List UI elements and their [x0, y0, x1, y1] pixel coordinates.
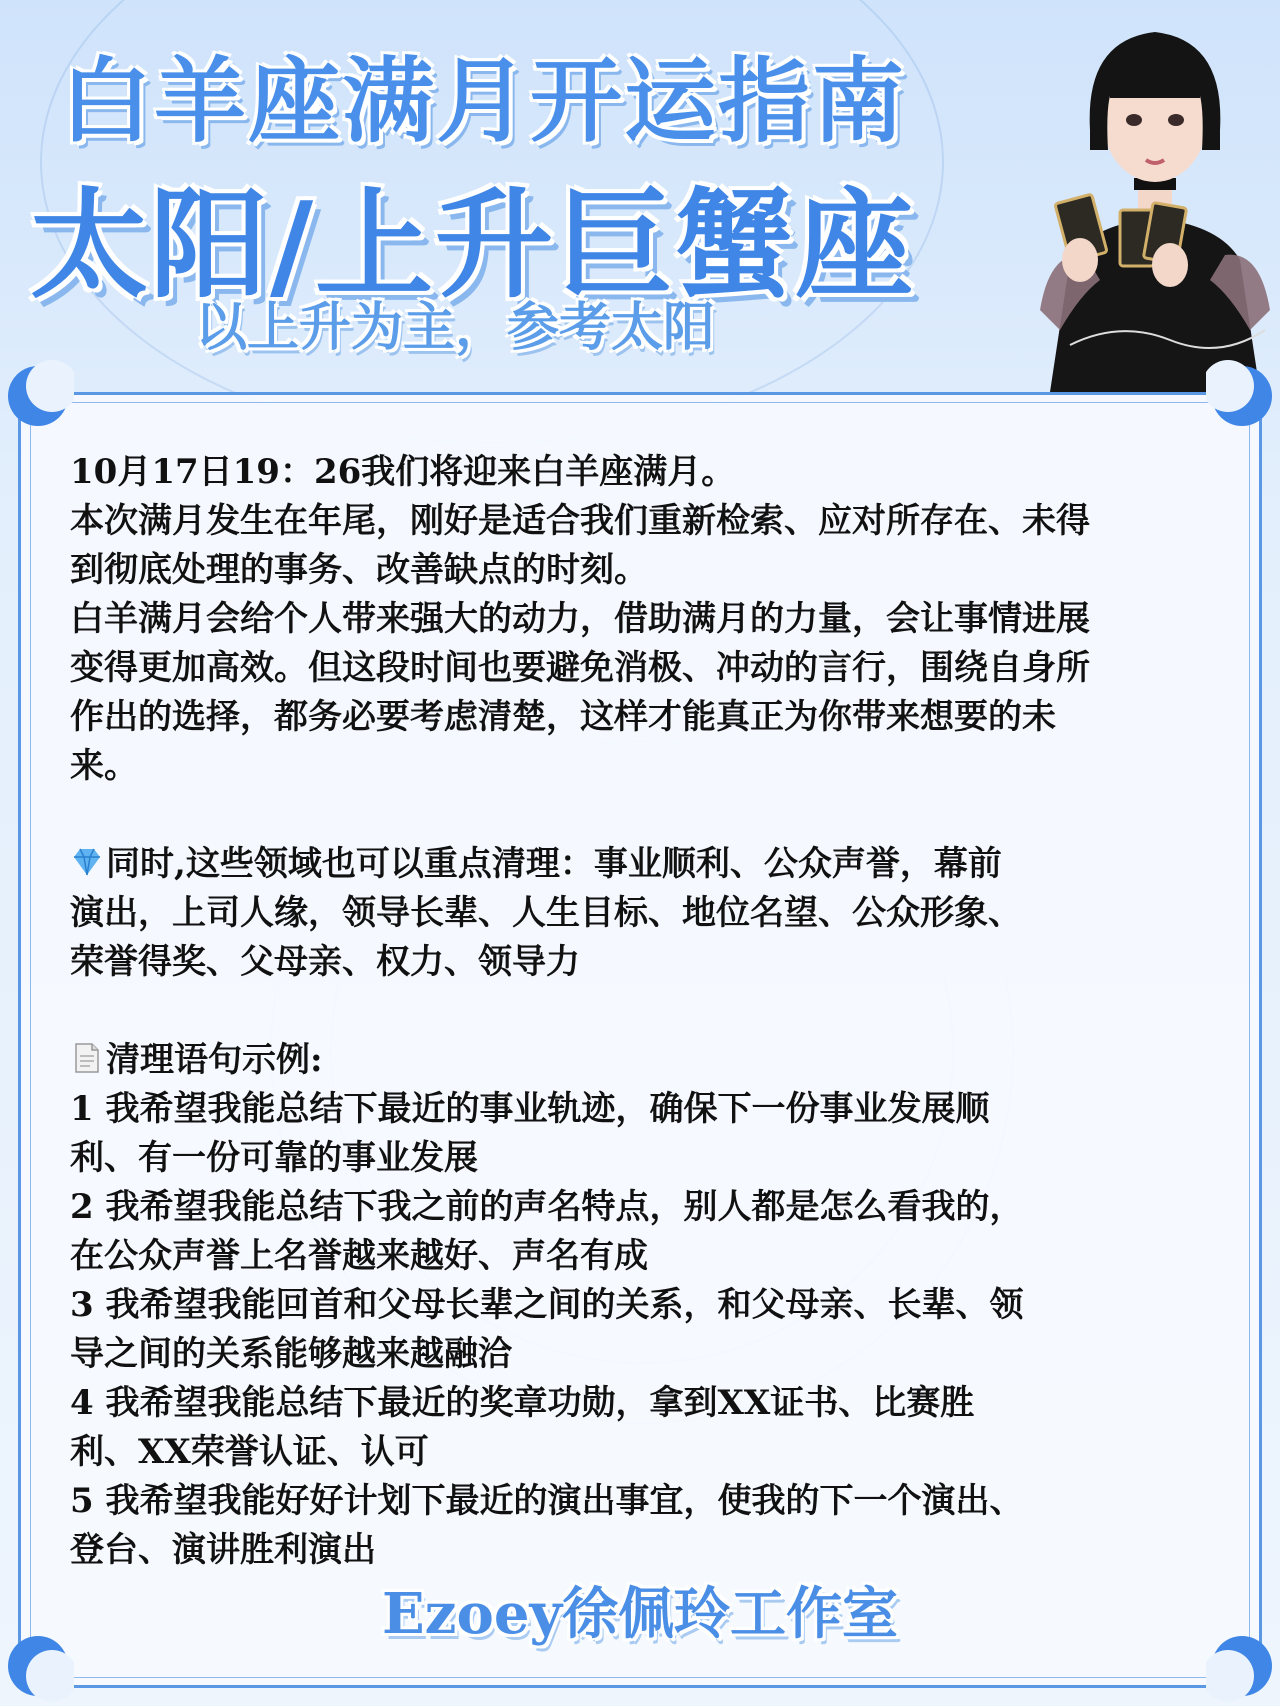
- example-line: 在公众声誉上名誉越来越好、声名有成: [70, 1236, 648, 1276]
- example-line: 利、有一份可靠的事业发展: [70, 1138, 478, 1178]
- intro-line: 10月17日19：26我们将迎来白羊座满月。: [70, 452, 736, 492]
- example-line: 3 我希望我能回首和父母长辈之间的关系，和父母亲、长辈、领: [70, 1285, 1024, 1325]
- studio-signature: Ezoey徐佩玲工作室: [381, 1581, 898, 1647]
- intro-line: 白羊满月会给个人带来强大的动力，借助满月的力量，会让事情进展: [70, 599, 1090, 639]
- intro-line: 本次满月发生在年尾，刚好是适合我们重新检索、应对所存在、未得: [70, 501, 1090, 541]
- examples-heading: [70, 1036, 1220, 1085]
- tarot-reader-illustration: [1030, 10, 1280, 392]
- subtitle: 以上升为主，参考太阳: [195, 298, 716, 358]
- focus-line: 荣誉得奖、父母亲、权力、领导力: [70, 942, 580, 982]
- example-line: 4 我希望我能总结下最近的奖章功勋，拿到XX证书、比赛胜: [70, 1383, 975, 1423]
- intro-line: 变得更加高效。但这段时间也要避免消极、冲动的言行，围绕自身所: [70, 648, 1090, 688]
- document-icon: [70, 1041, 104, 1075]
- crescent-moon-icon: [2, 360, 74, 432]
- focus-line: [70, 840, 1220, 889]
- title-line-2: 太阳/上升巨蟹座: [30, 176, 916, 314]
- intro-line: 来。: [70, 746, 138, 786]
- intro-line: 到彻底处理的事务、改善缺点的时刻。: [70, 550, 648, 590]
- intro-line: 作出的选择，都务必要考虑清楚，这样才能真正为你带来想要的未: [70, 697, 1056, 737]
- title-line-1: 白羊座满月开运指南: [60, 48, 907, 155]
- example-line: 利、XX荣誉认证、认可: [70, 1432, 429, 1472]
- example-line: 1 我希望我能总结下最近的事业轨迹，确保下一份事业发展顺: [70, 1089, 990, 1129]
- focus-line: 演出，上司人缘，领导长辈、人生目标、地位名望、公众形象、: [70, 893, 1022, 933]
- focus-line-text: 同时,这些领域也可以重点清理：事业顺利、公众声誉，幕前: [106, 844, 1002, 884]
- example-line: 5 我希望我能好好计划下最近的演出事宜，使我的下一个演出、: [70, 1481, 1024, 1521]
- article-body: [70, 448, 1220, 1575]
- examples-heading-text: 清理语句示例:: [106, 1040, 323, 1080]
- example-line: 登台、演讲胜利演出: [70, 1530, 376, 1570]
- gem-icon: [70, 845, 104, 879]
- example-line: 导之间的关系能够越来越融洽: [70, 1334, 512, 1374]
- crescent-moon-icon: [1206, 360, 1278, 432]
- example-line: 2 我希望我能总结下我之前的声名特点，别人都是怎么看我的，: [70, 1187, 1024, 1227]
